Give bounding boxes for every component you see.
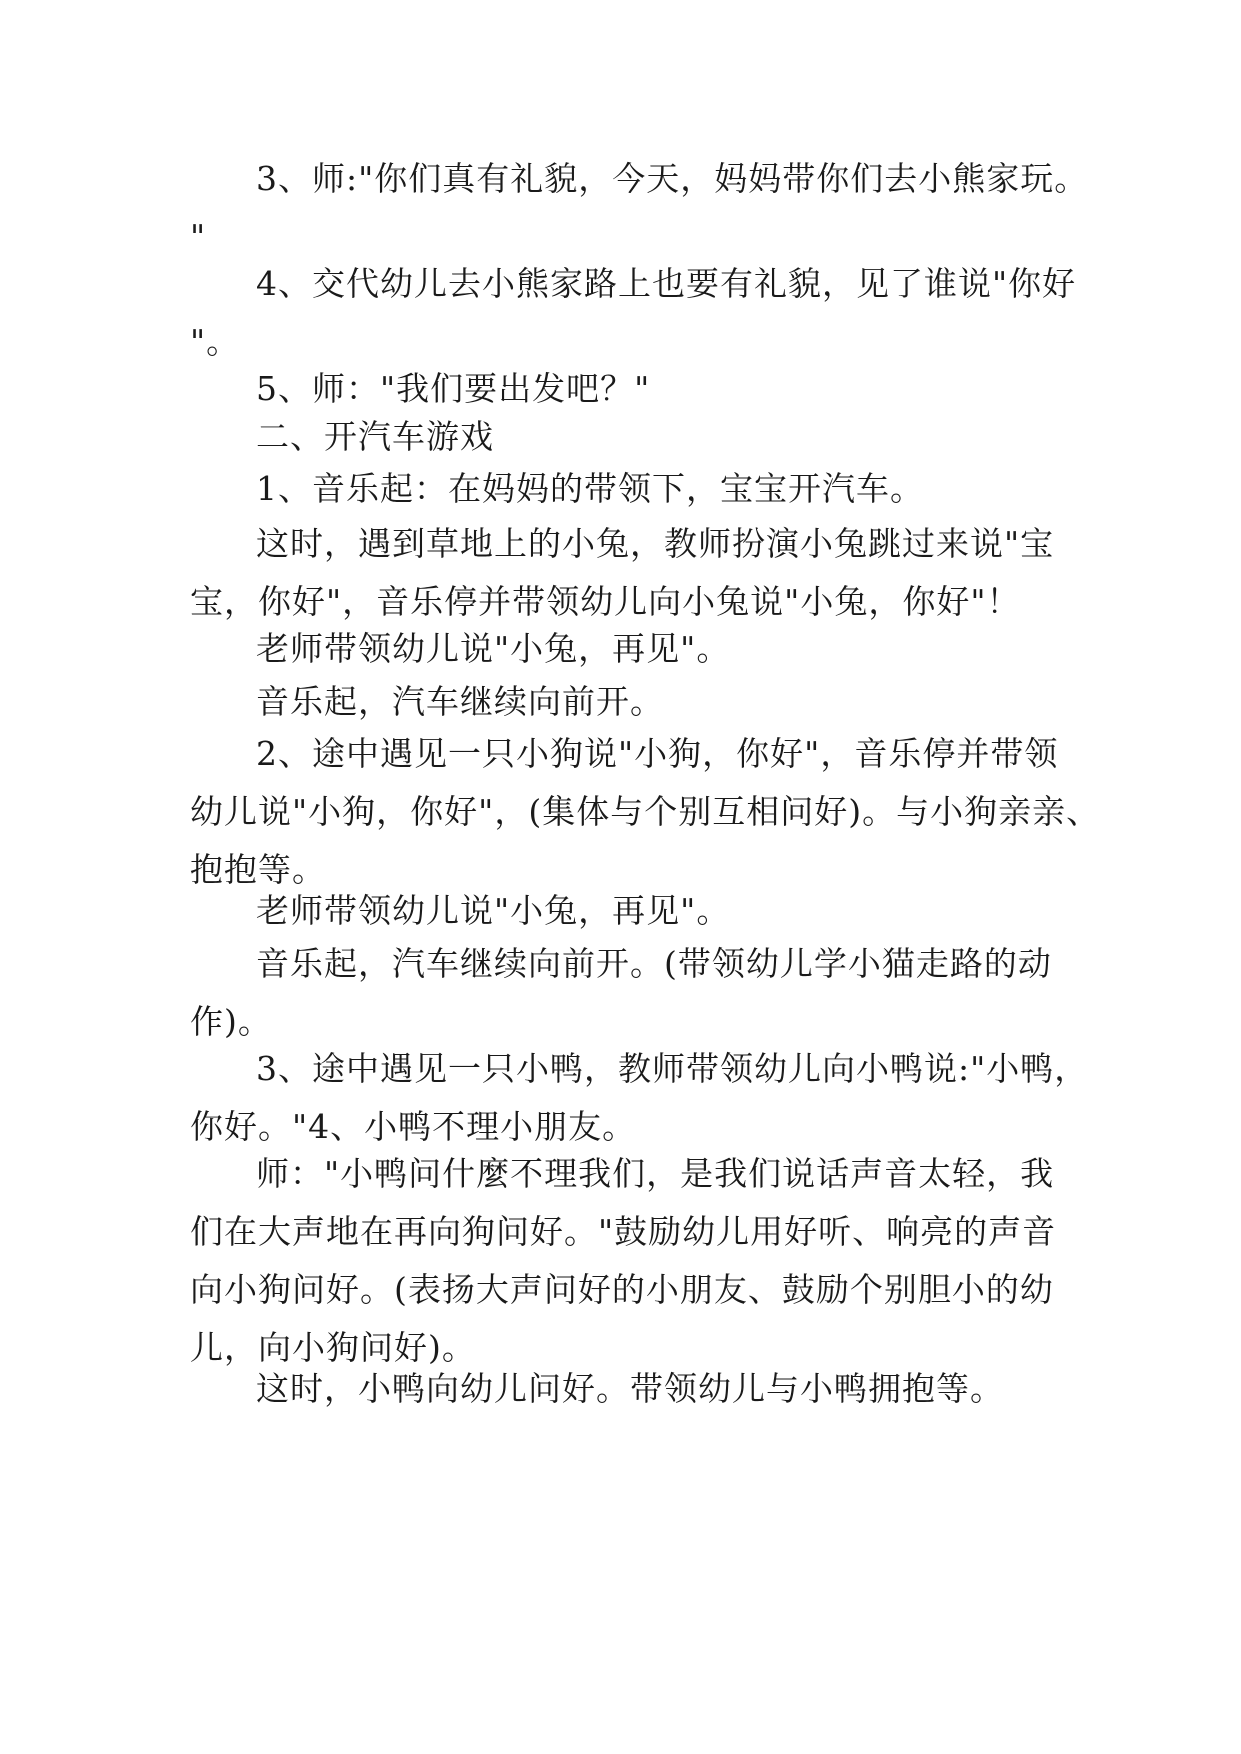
paragraph — [190, 882, 1070, 940]
text-line: 音乐起，汽车继续向前开。 — [256, 682, 664, 721]
text-line: 这时，遇到草地上的小兔，教师扮演小兔跳过来说"宝 — [256, 524, 1055, 563]
text-line: 向小狗问好。(表扬大声问好的小朋友、鼓励个别胆小的幼 — [190, 1270, 1054, 1309]
text-line: 3、途中遇见一只小鸭，教师带领幼儿向小鸭说:"小鸭， — [256, 1049, 1089, 1088]
text-line: 4、交代幼儿去小熊家路上也要有礼貌，见了谁说"你好 — [256, 264, 1077, 303]
text-line: 儿，向小狗问好)。 — [190, 1328, 476, 1367]
text-line: 这时，小鸭向幼儿问好。带领幼儿与小鸭拥抱等。 — [256, 1369, 1004, 1408]
paragraph — [190, 1360, 1070, 1418]
text-line: 幼儿说"小狗，你好"，(集体与个别互相问好)。与小狗亲亲、 — [190, 792, 1101, 831]
paragraph — [190, 408, 1070, 466]
text-line: 二、开汽车游戏 — [256, 417, 494, 456]
text-line: 作)。 — [190, 1002, 272, 1041]
text-line: 音乐起，汽车继续向前开。(带领幼儿学小猫走路的动 — [256, 944, 1052, 983]
text-line: 老师带领幼儿说"小兔，再见"。 — [256, 629, 731, 668]
text-line: 3、师:"你们真有礼貌，今天，妈妈带你们去小熊家玩。 — [256, 159, 1089, 198]
text-line: "。 — [190, 322, 241, 361]
text-line: 抱抱等。 — [190, 850, 326, 889]
paragraph — [190, 1145, 1070, 1377]
paragraph — [190, 935, 1070, 1051]
text-line: 你好。"4、小鸭不理小朋友。 — [190, 1107, 637, 1146]
text-line: 1、音乐起：在妈妈的带领下，宝宝开汽车。 — [256, 469, 924, 508]
paragraph — [190, 255, 1077, 371]
paragraph — [190, 515, 1070, 631]
paragraph — [190, 673, 1070, 731]
text-line: 们在大声地在再向狗问好。"鼓励幼儿用好听、响亮的声音 — [190, 1212, 1057, 1251]
text-line: 老师带领幼儿说"小兔，再见"。 — [256, 891, 731, 930]
paragraph — [190, 460, 1070, 518]
text-line: 2、途中遇见一只小狗说"小狗，你好"，音乐停并带领 — [256, 734, 1059, 773]
paragraph — [190, 1040, 1089, 1156]
text-line: " — [190, 217, 207, 256]
paragraph — [190, 620, 1070, 678]
text-line: 师："小鸭问什麼不理我们，是我们说话声音太轻，我 — [256, 1154, 1055, 1193]
text-line: 5、师："我们要出发吧？" — [256, 369, 651, 408]
paragraph — [190, 150, 1089, 266]
text-line: 宝，你好"，音乐停并带领幼儿向小兔说"小兔，你好"！ — [190, 582, 1021, 621]
paragraph — [190, 725, 1101, 899]
